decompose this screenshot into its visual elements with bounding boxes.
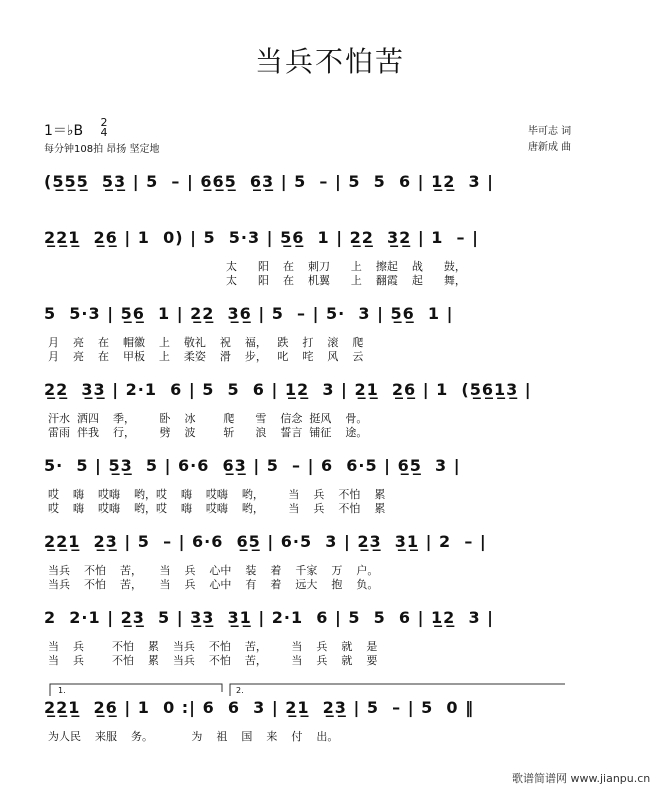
lyricist: 毕可志 词 (528, 126, 572, 137)
key-label: 1＝♭B (44, 123, 84, 139)
time-sig-top: 2 (100, 116, 108, 129)
notes-line: 2 2·1 | 2̲3̲ 5 | 3̲3̲ 3̲1̲ | 2·1 6 | 5 5 6 | 1̲2̲ 3 | (44, 608, 494, 627)
notes-line: 5· 5 | 5̲3̲ 5 | 6·6 6̲3̲ | 5 – | 6 6·5 | 6̲5̲ 3 | (44, 456, 461, 475)
watermark: 歌谱简谱网 www.jianpu.cn (512, 772, 651, 785)
notes-line: (5̲5̲5̲ 5̲3̲ | 5 – | 6̲6̲5̲ 6̲3̲ | 5 – | 5 5 6 | 1̲2̲ 3 | (44, 172, 495, 191)
lyric-line: 当兵 不怕 苦， 当 兵 心中 有 着 远大 抱 负。 (48, 578, 379, 591)
song-title: 当兵不怕苦 (254, 45, 405, 78)
lyric-line: 雷雨 伴我 行， 劈 波 斩 浪 誓言 铺征 途。 (48, 426, 368, 439)
composer: 唐新成 曲 (528, 142, 572, 153)
notes-line: 2̲2̲ 3̲3̲ | 2·1 6 | 5 5 6 | 1̲2̲ 3 | 2̲1̲ 2̲6̲ | 1 (5̲6̲1̲3̲ | (44, 380, 532, 399)
lyric-line: 哎 嗨 哎嗨 哟，哎 嗨 哎嗨 哟， 当 兵 不怕 累 (48, 502, 386, 515)
lyric-line: 汗水 洒四 季， 卧 冰 爬 雪 信念 挺风 骨。 (48, 412, 368, 425)
lyric-line: 太 阳 在 刺刀 上 擦起 战 鼓， (226, 260, 466, 273)
lyric-line: 太 阳 在 机翼 上 翻霞 起 舞， (226, 274, 466, 287)
tempo-marking: 每分钟108拍 昂扬 坚定地 (44, 144, 160, 155)
lyric-line: 月 亮 在 甲板 上 柔姿 滑 步， 叱 咤 风 云 (48, 350, 364, 363)
lyric-line: 为人民 来服 务。 为 祖 国 来 付 出。 (48, 730, 339, 743)
lyric-line: 当兵 不怕 苦， 当 兵 心中 装 着 千家 万 户。 (48, 564, 379, 577)
lyric-line: 哎 嗨 哎嗨 哟，哎 嗨 哎嗨 哟， 当 兵 不怕 累 (48, 488, 386, 501)
notes-line: 5 5·3 | 5̲6̲ 1 | 2̲2̲ 3̲6̲ | 5 – | 5· 3 | 5̲6̲ 1 | (44, 304, 454, 323)
lyric-line: 当 兵 不怕 累 当兵 不怕 苦， 当 兵 就 要 (48, 654, 378, 667)
lyric-line: 当 兵 不怕 累 当兵 不怕 苦， 当 兵 就 是 (48, 640, 378, 653)
time-sig-bottom: 4 (100, 126, 108, 139)
notes-line: 2̲2̲1̲ 2̲6̲ | 1 0 :| 6 6 3 | 2̲1̲ 2̲3̲ | 5 – | 5 0 ‖ (44, 698, 475, 717)
notes-line: 2̲2̲1̲ 2̲3̲ | 5 – | 6·6 6̲5̲ | 6·5 3 | 2̲3̲ 3̲1̲ | 2 – | (44, 532, 487, 551)
volta-2: 2. (236, 686, 244, 695)
notes-line: 2̲2̲1̲ 2̲6̲ | 1 0) | 5 5·3 | 5̲6̲ 1 | 2̲2̲ 3̲2̲ | 1 – | (44, 228, 479, 247)
lyric-line: 月 亮 在 帽徽 上 敬礼 祝 福， 跌 打 滚 爬 (48, 336, 364, 349)
volta-1: 1. (58, 686, 66, 695)
